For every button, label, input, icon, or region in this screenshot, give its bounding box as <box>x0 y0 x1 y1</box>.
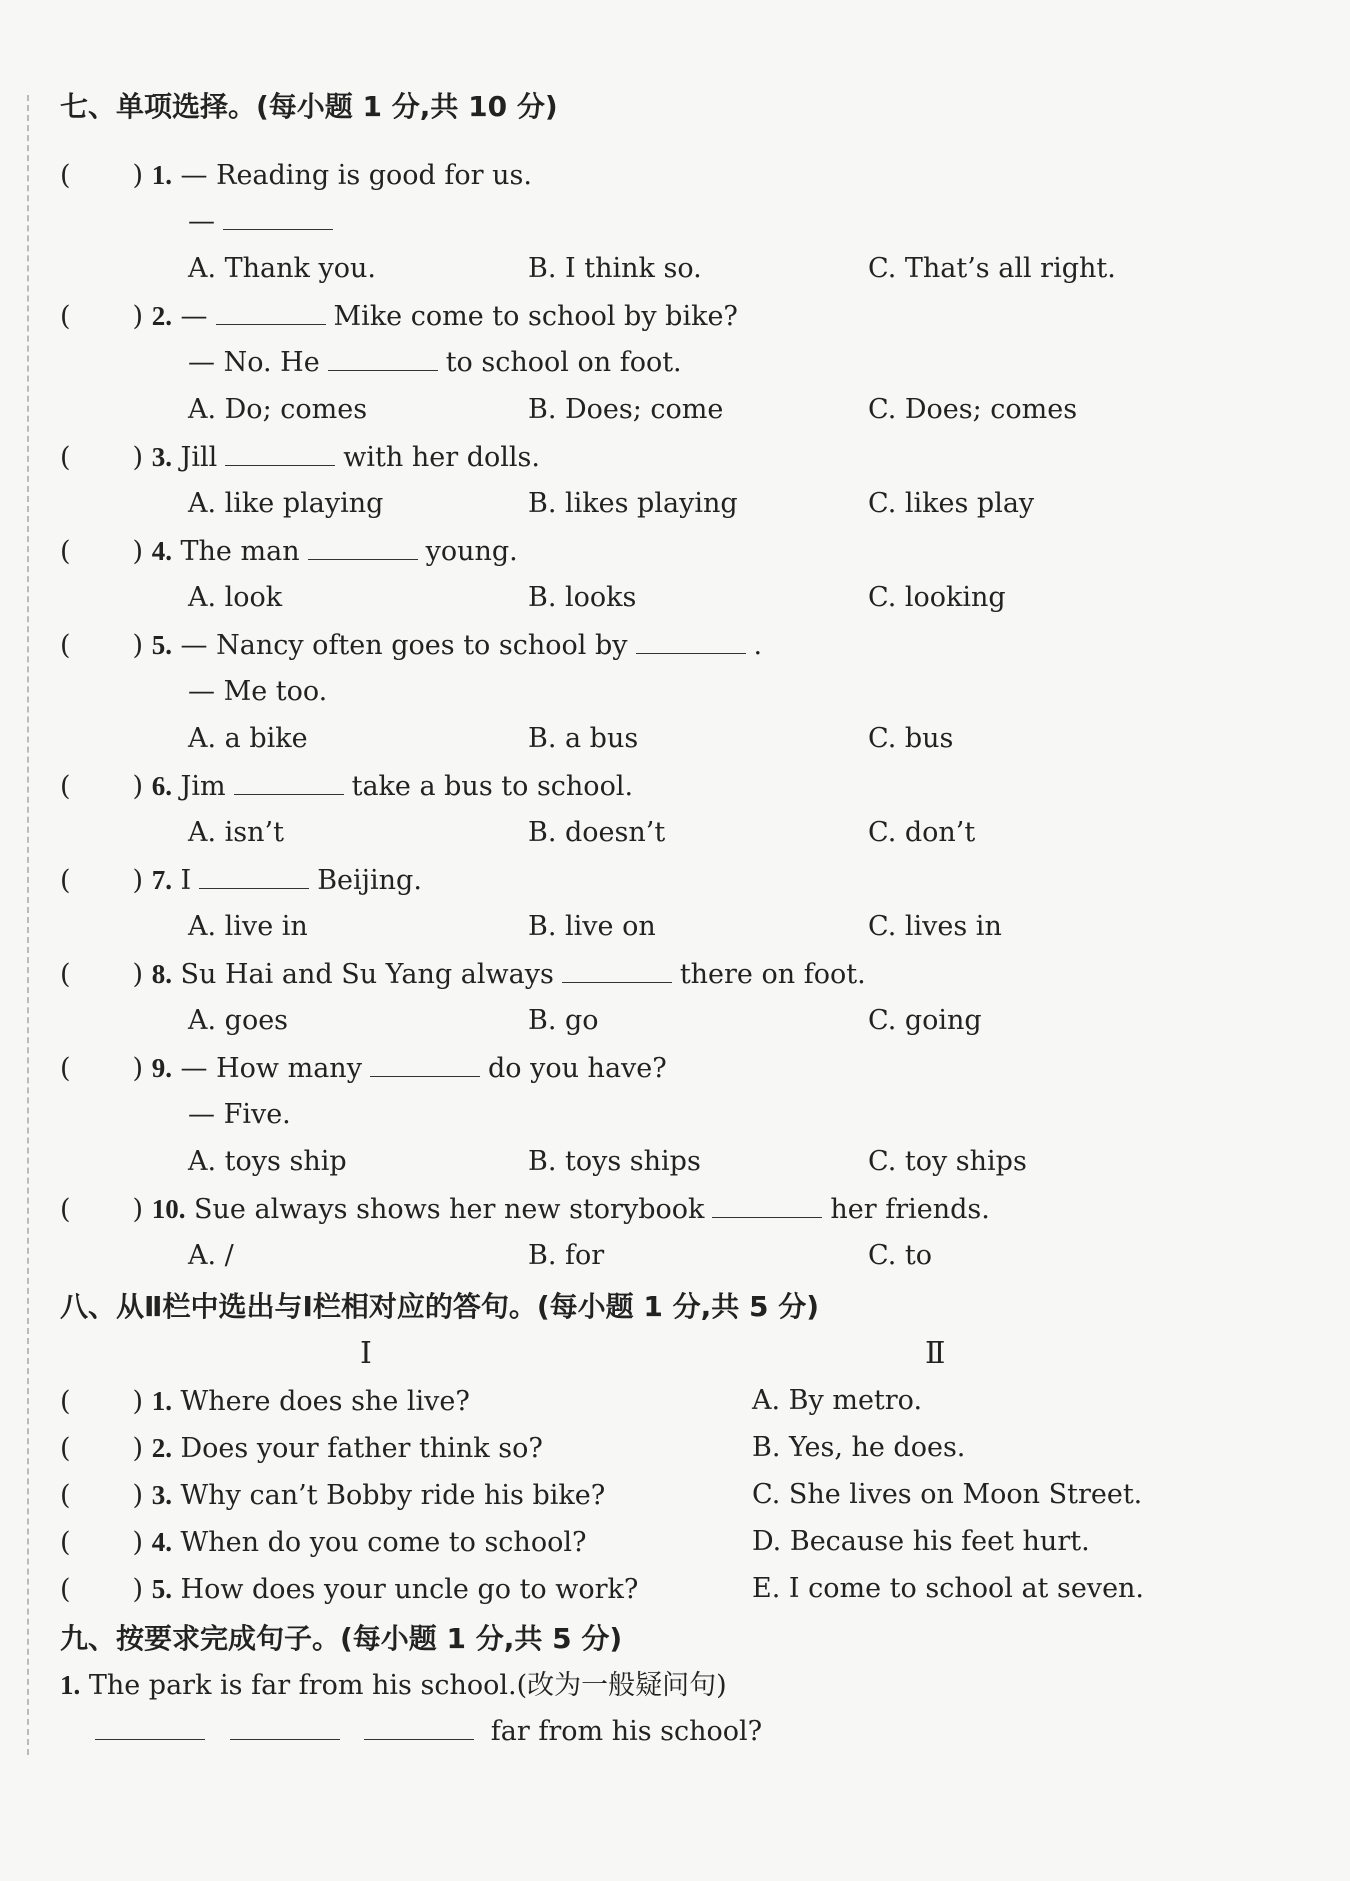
option-a: A. isn’t <box>188 817 284 848</box>
question-number: 1. <box>151 160 172 190</box>
question-text-tail: young. <box>425 536 518 567</box>
question-text: I <box>180 865 192 896</box>
option-c: C. don’t <box>868 817 976 848</box>
question-number: 6. <box>151 771 172 801</box>
matching-row <box>60 1478 605 1513</box>
option-c: C. Does; comes <box>868 394 1078 425</box>
fill-blank[interactable] <box>370 1052 480 1077</box>
answer-paren[interactable]: ( <box>60 1194 71 1225</box>
option-b: B. I think so. <box>528 253 702 284</box>
option-b: B. live on <box>528 911 656 942</box>
question-text: The park is far from his school.(改为一般疑问句) <box>88 1670 727 1701</box>
reply-text: — No. He <box>188 347 320 378</box>
question-text: Jim <box>180 771 226 802</box>
matching-row <box>60 1572 638 1607</box>
section-8-title: 八、从Ⅱ栏中选出与Ⅰ栏相对应的答句。(每小题 1 分,共 5 分) <box>60 1290 820 1323</box>
binding-dashed-line <box>27 95 29 1755</box>
column-2-heading: Ⅱ <box>925 1336 946 1371</box>
option-a: A. Do; comes <box>188 394 368 425</box>
answer-blank[interactable] <box>95 1715 205 1740</box>
question-text: Sue always shows her new storybook <box>194 1194 705 1225</box>
question-5-reply <box>188 675 327 709</box>
answer-paren: ) <box>132 1574 144 1605</box>
question-1-stem <box>60 158 532 193</box>
option-a: A. goes <box>188 1005 289 1036</box>
option-a: A. toys ship <box>188 1146 347 1177</box>
fill-blank[interactable] <box>216 300 326 325</box>
question-9-stem <box>60 1051 667 1086</box>
option-a: A. look <box>188 582 283 613</box>
answer-blank[interactable] <box>230 1715 340 1740</box>
question-number: 7. <box>151 865 172 895</box>
answer-paren: ) <box>132 1386 144 1417</box>
option-b: B. looks <box>528 582 637 613</box>
answer-paren[interactable]: ( <box>60 536 71 567</box>
question-text: — <box>180 301 208 332</box>
answer-paren: ) <box>132 160 144 191</box>
question-text: Jill <box>180 442 218 473</box>
question-text: — How many <box>180 1053 362 1084</box>
question-number: 10. <box>151 1194 186 1224</box>
answer-paren[interactable]: ( <box>60 160 71 191</box>
question-text-tail: her friends. <box>830 1194 990 1225</box>
question-number: 3. <box>151 1480 172 1510</box>
answer-paren: ) <box>132 301 144 332</box>
question-number: 2. <box>151 301 172 331</box>
answer-choice: A. By metro. <box>752 1385 923 1416</box>
question-5-stem <box>60 628 762 663</box>
option-b: B. doesn’t <box>528 817 666 848</box>
answer-choice: C. She lives on Moon Street. <box>752 1479 1143 1510</box>
reply-text: — <box>188 206 215 237</box>
option-a: A. a bike <box>188 723 308 754</box>
option-b: B. go <box>528 1005 599 1036</box>
option-b: B. toys ships <box>528 1146 701 1177</box>
question-number: 4. <box>151 1527 172 1557</box>
answer-choice: B. Yes, he does. <box>752 1432 966 1463</box>
fill-blank[interactable] <box>562 958 672 983</box>
matching-row <box>60 1384 470 1419</box>
question-text-tail: Beijing. <box>317 865 422 896</box>
question-text: The man <box>180 536 300 567</box>
question-number: 8. <box>151 959 172 989</box>
question-7-stem <box>60 863 422 898</box>
question-text-tail: with her dolls. <box>343 442 540 473</box>
answer-paren[interactable]: ( <box>60 1433 71 1464</box>
question-number: 5. <box>151 630 172 660</box>
question-number: 1. <box>151 1386 172 1416</box>
answer-paren: ) <box>132 630 144 661</box>
question-6-stem <box>60 769 633 804</box>
column-1-heading: Ⅰ <box>360 1336 372 1371</box>
section-7-title: 七、单项选择。(每小题 1 分,共 10 分) <box>60 90 558 123</box>
fill-blank[interactable] <box>636 629 746 654</box>
answer-paren[interactable]: ( <box>60 630 71 661</box>
question-number: 3. <box>151 442 172 472</box>
fill-blank[interactable] <box>199 864 309 889</box>
section-9-title: 九、按要求完成句子。(每小题 1 分,共 5 分) <box>60 1622 623 1655</box>
question-text: Where does she live? <box>180 1386 470 1417</box>
answer-choice: E. I come to school at seven. <box>752 1573 1145 1604</box>
option-c: C. bus <box>868 723 954 754</box>
question-2-reply <box>188 346 682 380</box>
option-a: A. Thank you. <box>188 253 376 284</box>
question-text-tail: there on foot. <box>679 959 866 990</box>
question-text: — Nancy often goes to school by <box>180 630 628 661</box>
option-b: B. Does; come <box>528 394 724 425</box>
answer-paren: ) <box>132 959 144 990</box>
question-number: 1. <box>60 1670 81 1700</box>
option-c: C. looking <box>868 582 1006 613</box>
option-c: C. going <box>868 1005 982 1036</box>
fill-blank[interactable] <box>225 441 335 466</box>
reply-text: — Me too. <box>188 676 328 707</box>
answer-paren: ) <box>132 536 144 567</box>
question-text: When do you come to school? <box>180 1527 587 1558</box>
answer-paren: ) <box>132 771 144 802</box>
answer-paren[interactable]: ( <box>60 1480 71 1511</box>
question-3-stem <box>60 440 540 475</box>
answer-paren[interactable]: ( <box>60 959 71 990</box>
question-text: How does your uncle go to work? <box>180 1574 639 1605</box>
answer-paren: ) <box>132 1527 144 1558</box>
answer-paren: ) <box>132 1194 144 1225</box>
option-c: C. toy ships <box>868 1146 1027 1177</box>
question-number: 4. <box>151 536 172 566</box>
answer-paren[interactable]: ( <box>60 865 71 896</box>
question-9-reply <box>188 1098 291 1132</box>
question-text: Su Hai and Su Yang always <box>180 959 554 990</box>
option-b: B. for <box>528 1240 605 1271</box>
question-text-tail: Mike come to school by bike? <box>333 301 738 332</box>
option-c: C. lives in <box>868 911 1002 942</box>
answer-choice: D. Because his feet hurt. <box>752 1526 1090 1557</box>
matching-row <box>60 1525 586 1560</box>
matching-row <box>60 1431 543 1466</box>
answer-paren[interactable]: ( <box>60 301 71 332</box>
question-number: 5. <box>151 1574 172 1604</box>
option-b: B. a bus <box>528 723 639 754</box>
question-text: Does your father think so? <box>180 1433 543 1464</box>
fill-blank[interactable] <box>328 346 438 371</box>
option-a: A. / <box>188 1240 234 1271</box>
option-c: C. likes play <box>868 488 1035 519</box>
question-number: 2. <box>151 1433 172 1463</box>
question-text-tail: take a bus to school. <box>351 771 634 802</box>
question-text: Why can’t Bobby ride his bike? <box>180 1480 606 1511</box>
question-text-tail: do you have? <box>487 1053 667 1084</box>
answer-paren: ) <box>132 865 144 896</box>
answer-paren: ) <box>132 1433 144 1464</box>
question-text: — Reading is good for us. <box>180 160 532 191</box>
reply-text-tail: to school on foot. <box>445 347 682 378</box>
fill-blank[interactable] <box>223 205 333 230</box>
answer-paren[interactable]: ( <box>60 1053 71 1084</box>
option-c: C. That’s all right. <box>868 253 1116 284</box>
fill-blank[interactable] <box>712 1193 822 1218</box>
question-1-reply <box>188 205 341 239</box>
answer-paren[interactable]: ( <box>60 442 71 473</box>
answer-paren[interactable]: ( <box>60 1386 71 1417</box>
section-9-answer-line <box>95 1715 762 1749</box>
option-b: B. likes playing <box>528 488 738 519</box>
question-4-stem <box>60 534 518 569</box>
reply-text: — Five. <box>188 1099 291 1130</box>
answer-paren[interactable]: ( <box>60 1527 71 1558</box>
option-a: A. live in <box>188 911 308 942</box>
fill-blank[interactable] <box>234 770 344 795</box>
question-text-tail: . <box>753 630 763 661</box>
answer-tail: far from his school? <box>490 1716 763 1747</box>
option-a: A. like playing <box>188 488 384 519</box>
question-8-stem <box>60 957 866 992</box>
question-10-stem <box>60 1192 990 1227</box>
answer-paren[interactable]: ( <box>60 771 71 802</box>
fill-blank[interactable] <box>308 535 418 560</box>
question-number: 9. <box>151 1053 172 1083</box>
answer-paren: ) <box>132 442 144 473</box>
question-2-stem <box>60 299 738 334</box>
section-9-question-1 <box>60 1668 727 1703</box>
answer-paren[interactable]: ( <box>60 1574 71 1605</box>
answer-paren: ) <box>132 1480 144 1511</box>
answer-paren: ) <box>132 1053 144 1084</box>
option-c: C. to <box>868 1240 932 1271</box>
answer-blank[interactable] <box>364 1715 474 1740</box>
